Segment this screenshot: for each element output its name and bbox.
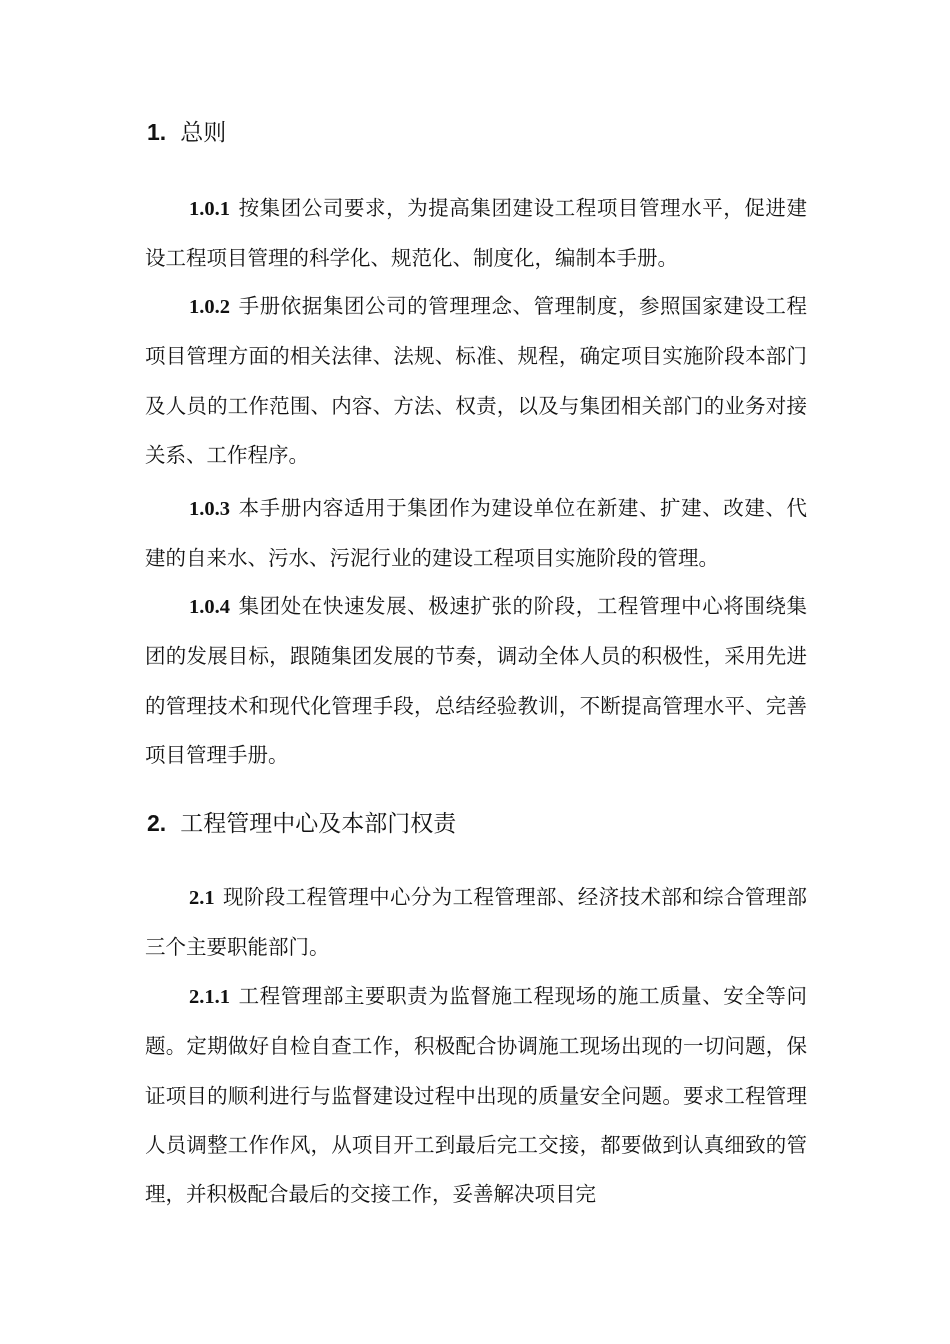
section-number: 2. bbox=[147, 810, 167, 836]
section-heading-1 bbox=[147, 117, 226, 148]
clause-number: 1.0.1 bbox=[189, 198, 230, 220]
paragraph-1-0-3 bbox=[145, 484, 807, 584]
clause-text: 集团处在快速发展、极速扩张的阶段，工程管理中心将围绕集团的发展目标，跟随集团发展的节奏，调动全体人员的积极性，采用先进的管理技术和现代化管理手段，总结经验教训，不断提高管理水平、完善项目管理手册。 bbox=[145, 594, 807, 767]
clause-number: 1.0.2 bbox=[189, 296, 230, 318]
paragraph-1-0-1 bbox=[145, 184, 807, 284]
paragraph-2-1-1 bbox=[145, 972, 807, 1219]
clause-text: 手册依据集团公司的管理理念、管理制度，参照国家建设工程项目管理方面的相关法律、法规、标准、规程，确定项目实施阶段本部门及人员的工作范围、内容、方法、权责，以及与集团相关部门的业务对接关系、工作程序。 bbox=[145, 294, 807, 467]
clause-number: 1.0.4 bbox=[189, 596, 230, 618]
clause-text: 按集团公司要求，为提高集团建设工程项目管理水平，促进建设工程项目管理的科学化、规范化、制度化，编制本手册。 bbox=[145, 196, 807, 271]
clause-text: 本手册内容适用于集团作为建设单位在新建、扩建、改建、代建的自来水、污水、污泥行业的建设工程项目实施阶段的管理。 bbox=[145, 496, 807, 571]
section-title: 工程管理中心及本部门权责 bbox=[180, 811, 457, 837]
section-number: 1. bbox=[147, 119, 167, 145]
clause-number: 2.1 bbox=[189, 887, 215, 909]
clause-text: 现阶段工程管理中心分为工程管理部、经济技术部和综合管理部三个主要职能部门。 bbox=[145, 885, 807, 960]
paragraph-1-0-2 bbox=[145, 282, 807, 480]
section-title: 总则 bbox=[180, 120, 227, 146]
paragraph-2-1 bbox=[145, 873, 807, 973]
paragraph-1-0-4 bbox=[145, 582, 807, 780]
clause-number: 1.0.3 bbox=[189, 498, 230, 520]
clause-text: 工程管理部主要职责为监督施工程现场的施工质量、安全等问题。定期做好自检自查工作，积极配合协调施工现场出现的一切问题，保证项目的顺利进行与监督建设过程中出现的质量安全问题。要求工程管理人员调整工作作风，从项目开工到最后完工交接，都要做到认真细致的管理，并积极配合最后的交接工作，妥善解决项目完 bbox=[145, 984, 807, 1207]
section-heading-2 bbox=[147, 808, 456, 839]
clause-number: 2.1.1 bbox=[189, 986, 230, 1008]
